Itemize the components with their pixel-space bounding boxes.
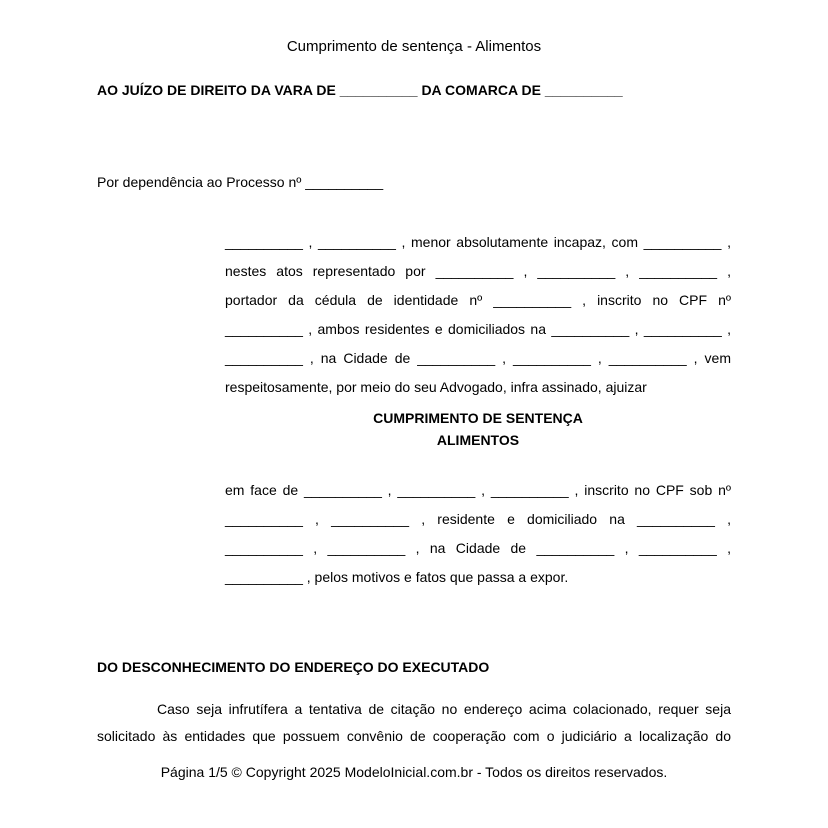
action-heading	[225, 407, 731, 451]
section-heading: DO DESCONHECIMENTO DO ENDEREÇO DO EXECUTADO	[97, 659, 490, 675]
defendant-paragraph: em face de __________ , __________ , __________ , inscrito no CPF sob nº __________ , __________ , residente e domiciliado na __________ , __________ , __________ , na Cidade de __________ , __________ , __________ , pelos motivos e fatos que passa a expor.	[225, 482, 731, 585]
dependency-line: Por dependência ao Processo nº __________	[97, 174, 384, 190]
action-heading-line2: ALIMENTOS	[436, 432, 520, 448]
page-footer: Página 1/5 © Copyright 2025 ModeloInicial.com.br - Todos os direitos reservados.	[160, 764, 668, 780]
section-paragraph: Caso seja infrutífera a tentativa de citação no endereço acima colacionado, requer seja solicitado às entidades que possuem convênio de cooperação com o judiciário a localização do	[97, 701, 731, 744]
addressing-line: AO JUÍZO DE DIREITO DA VARA DE __________ DA COMARCA DE __________	[97, 82, 623, 98]
qualification-paragraph: __________ , __________ , menor absolutamente incapaz, com __________ , nestes atos representado por __________ , __________ , __________ , portador da cédula de identidade nº __________ , inscrito no CPF nº __________ , ambos residentes e domiciliados na __________ , __________ , __________ , na Cidade de __________ , __________ , __________ , vem respeitosamente, por meio do seu Advogado, infra assinado, ajuizar	[225, 234, 731, 395]
action-heading-line1: CUMPRIMENTO DE SENTENÇA	[373, 410, 583, 426]
document-title: Cumprimento de sentença - Alimentos	[286, 38, 542, 55]
